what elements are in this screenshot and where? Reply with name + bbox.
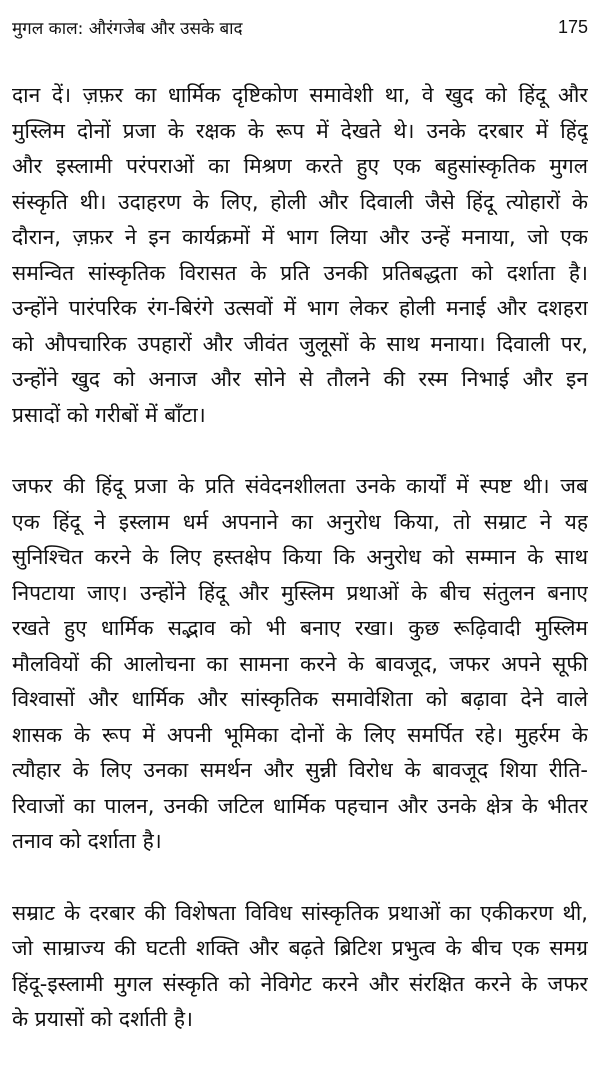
text-line: संस्कृति थी। उदाहरण के लिए, होली और दिवाली जैसे हिंदू त्योहारों के xyxy=(12,189,588,214)
text-line: और इस्लामी परंपराओं का मिश्रण करते हुए एक बहुसांस्कृतिक मुगल xyxy=(12,154,588,178)
text-line: विश्वासों और धार्मिक और सांस्कृतिक समावेशिता को बढ़ावा देने वाले xyxy=(12,687,588,711)
text-line: जो साम्राज्य की घटती शक्ति और बढ़ते ब्रिटिश प्रभुत्व के बीच एक समग्र xyxy=(12,936,588,960)
text-line: शासक के रूप में अपनी भूमिका दोनों के लिए समर्पित रहे। मुहर्रम के xyxy=(12,722,588,747)
text-line: रखते हुए धार्मिक सद्भाव को भी बनाए रखा। कुछ रूढ़िवादी मुस्लिम xyxy=(12,616,588,640)
text-line: के प्रयासों को दर्शाती है। xyxy=(12,1007,193,1031)
text-line: निपटाया जाए। उन्होंने हिंदू और मुस्लिम प्रथाओं के बीच संतुलन बनाए xyxy=(12,580,588,605)
paragraph xyxy=(12,78,588,433)
running-title: मुगल काल: औरंगजेब और उसके बाद xyxy=(12,18,243,39)
text-line: त्यौहार के लिए उनका समर्थन और सुन्नी विरोध के बावजूद शिया रीति- xyxy=(12,758,588,782)
body-text xyxy=(12,78,588,1074)
running-header xyxy=(12,14,588,40)
paragraph xyxy=(12,469,588,860)
text-line: जफर की हिंदू प्रजा के प्रति संवेदनशीलता उनके कार्यों में स्पष्ट थी। जब xyxy=(12,474,588,498)
page-number: 175 xyxy=(557,16,588,37)
text-line: को औपचारिक उपहारों और जीवंत जुलूसों के साथ मनाया। दिवाली पर, xyxy=(12,331,588,356)
paragraph xyxy=(12,896,588,1038)
text-line: मौलवियों की आलोचना का सामना करने के बावजूद, जफर अपने सूफी xyxy=(12,651,588,676)
text-line: प्रसादों को गरीबों में बाँटा। xyxy=(12,402,206,427)
text-line: रिवाजों का पालन, उनकी जटिल धार्मिक पहचान और उनके क्षेत्र के भीतर xyxy=(12,793,588,818)
text-line: दौरान, ज़फ़र ने इन कार्यक्रमों में भाग लिया और उन्हें मनाया, जो एक xyxy=(12,225,588,249)
text-line: उन्होंने पारंपरिक रंग-बिरंगे उत्सवों में भाग लेकर होली मनाई और दशहरा xyxy=(12,296,588,320)
text-line: हिंदू-इस्लामी मुगल संस्कृति को नेविगेट करने और संरक्षित करने के जफर xyxy=(12,971,588,996)
text-line: समन्वित सांस्कृतिक विरासत के प्रति उनकी प्रतिबद्धता को दर्शाता है। xyxy=(12,260,588,285)
text-line: सम्राट के दरबार की विशेषता विविध सांस्कृतिक प्रथाओं का एकीकरण थी, xyxy=(12,900,588,925)
text-line: सुनिश्चित करने के लिए हस्तक्षेप किया कि अनुरोध को सम्मान के साथ xyxy=(12,545,588,569)
text-line: उन्होंने खुद को अनाज और सोने से तौलने की रस्म निभाई और इन xyxy=(12,367,588,391)
text-line: तनाव को दर्शाता है। xyxy=(12,829,162,853)
text-line: दान दें। ज़फ़र का धार्मिक दृष्टिकोण समावेशी था, वे खुद को हिंदू और xyxy=(12,83,588,107)
text-line: एक हिंदू ने इस्लाम धर्म अपनाने का अनुरोध किया, तो सम्राट ने यह xyxy=(12,509,588,534)
text-line: मुस्लिम दोनों प्रजा के रक्षक के रूप में देखते थे। उनके दरबार में हिंदू xyxy=(12,118,588,143)
